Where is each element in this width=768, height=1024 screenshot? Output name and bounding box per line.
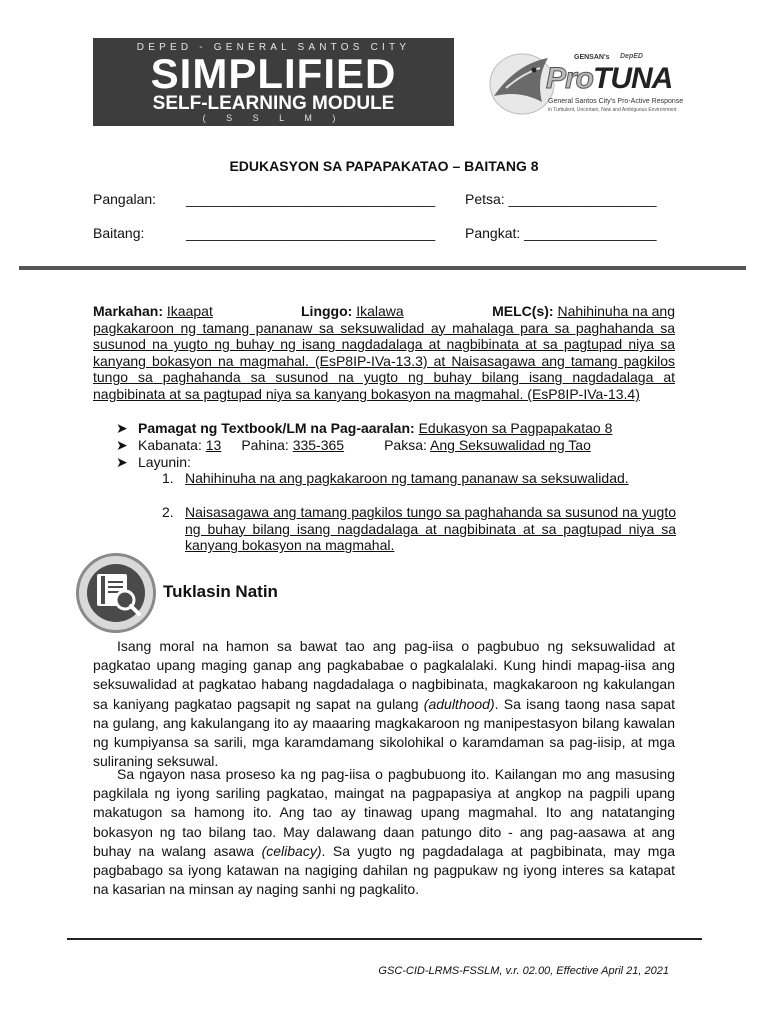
header-divider [19, 266, 746, 270]
banner-abbreviation: ( S S L M ) [202, 113, 345, 123]
banner-top-line: DEPED - GENERAL SANTOS CITY [136, 42, 411, 53]
paragraph-1: Isang moral na hamon sa bawat tao ang pag-iisa o pagbubuo ng seksuwalidad at pagkatao upang maging ganap ang pagkababae o pagkalalaki. Kung hindi mapag-iisa ang seksuwalidad at pagkatao habang nagdadalaga o nagbibinata, magkakaroon ng kakulangan sa kaniyang pagkatao pagsapit ng sapat na gulang (adulthood). Sa isang taong nasa sapat na gulang, ang kakulangang ito ay maaaring magkakaroon ng manipestasyon bilang kawalan ng kumpiyansa sa sarili, mga karamdamang sikolohikal o karamdaman sa pag-iisip, at mga suliraning seksuwal. [93, 638, 675, 770]
pamagat-value: Edukasyon sa Pagpapakatao 8 [418, 420, 613, 436]
objective-text: Nahihinuha na ang pagkakaroon ng tamang pananaw sa seksuwalidad. [185, 470, 629, 486]
baitang-label: Baitang: [93, 225, 145, 241]
kabanata-value: 13 [205, 437, 222, 453]
layunin-label: Layunin: [138, 454, 191, 470]
section-title: Tuklasin Natin [163, 582, 278, 601]
book-magnifier-icon [76, 553, 156, 633]
petsa-field[interactable]: Petsa: ___________________ [465, 191, 657, 207]
pangalan-label: Pangalan: [93, 191, 157, 207]
objective-number: 1. [162, 470, 174, 486]
paragraph-2: Sa ngayon nasa proseso ka ng pag-iisa o pagbubuong ito. Kailangan mo ang masusing pagkilala ng iyong sariling pagkatao, maingat na pagpapasiya at angkop na pagpili upang makatugon sa hamong ito. Ang tao ay tinawag upang magmahal. Ito ang natatanging bokasyon ng tao bilang tao. May dalawang daan patungo dito - ang pag-aasawa at ang buhay na walang asawa (celibacy). Sa yugto ng pagdadalaga at pagbibinata, may mga pagbabago sa iyong katawan na nagiging dahilan ng pagpukaw ng iyong interes sa katapat na kasarian na minsan ay naging sanhi ng pagkalito. [93, 766, 675, 898]
logo-tuna-text: TUNA [593, 62, 673, 95]
linggo-label: Linggo: [301, 303, 353, 319]
objective-text: Naisasagawa ang tamang pagkilos tungo sa paghahanda sa susunod na yugto ng buhay bilang isang nagdadalaga at nagbibinata at sa pagtupad niya sa kanyang bokasyon na magmahal. [185, 504, 676, 554]
layunin-bullet: ➤ Layunin: [116, 454, 191, 470]
logo-tagline-2: in Turbulent, Uncertain, New and Ambiguous Environment [548, 107, 677, 113]
melc-first-line: Nahihinuha na ang [557, 303, 675, 319]
melc-label: MELC(s): [492, 303, 554, 319]
footer-divider [67, 938, 702, 940]
pahina-value: 335-365 [292, 437, 345, 453]
logo-deped-label: DepED [620, 53, 643, 60]
pangalan-field[interactable]: ________________________________ [186, 191, 436, 207]
banner-main-title: SIMPLIFIED [150, 50, 397, 97]
module-title: EDUKASYON SA PAPAPAKATAO – BAITANG 8 [229, 158, 539, 174]
melc-block [93, 303, 675, 403]
objective-item [162, 470, 676, 487]
protuna-logo [486, 42, 684, 124]
logo-gensan-label: GENSAN's [574, 54, 610, 61]
melc-text: pagkakaroon ng tamang pananaw sa seksuwalidad ay mahalaga para sa paghahanda sa susunod na yugto ng buhay ng isang nagdadalaga at nagbibinata at sa pagtupad niya sa kanyang bokasyon na magmahal. (EsP8IP-IVa-13.3) at Naisasagawa ang tamang pagkilos tungo sa paghahanda sa susunod na yugto ng buhay bilang isang nagdadalaga at nagbibinata at sa pagtupad niya sa kanyang bokasyon na magmahal. (EsP8IP-IVa-13.4) [93, 319, 675, 402]
footer-code: GSC-CID-LRMS-FSSLM, v.r. 02.00, Effective April 21, 2021 [378, 965, 669, 977]
kabanata-bullet: ➤ Kabanata: 13 Pahina: 335-365 Paksa: Ang Seksuwalidad ng Tao [116, 437, 591, 453]
markahan-value: Ikaapat [166, 303, 213, 319]
paksa-label: Paksa: [384, 437, 427, 453]
logo-brand-text [546, 62, 672, 96]
baitang-field[interactable]: ________________________________ [186, 225, 436, 241]
logo-pro-text: Pro [546, 62, 594, 95]
markahan-label: Markahan: [93, 303, 164, 319]
kabanata-label: Kabanata: [138, 437, 202, 453]
linggo-value: Ikalawa [356, 303, 404, 319]
pamagat-label: Pamagat ng Textbook/LM na Pag-aaralan: [138, 420, 415, 436]
paksa-value: Ang Seksuwalidad ng Tao [430, 437, 591, 453]
logo-tagline-1: General Santos City's Pro-Active Response [548, 98, 684, 105]
banner-subtitle: SELF-LEARNING MODULE [152, 93, 395, 114]
pahina-label: Pahina: [241, 437, 289, 453]
objective-number: 2. [162, 504, 174, 520]
sslm-banner [93, 38, 454, 126]
pangkat-field[interactable]: Pangkat: _________________ [465, 225, 657, 241]
pamagat-bullet: ➤ Pamagat ng Textbook/LM na Pag-aaralan: Edukasyon sa Pagpapakatao 8 [116, 420, 613, 436]
objective-item [162, 504, 676, 554]
